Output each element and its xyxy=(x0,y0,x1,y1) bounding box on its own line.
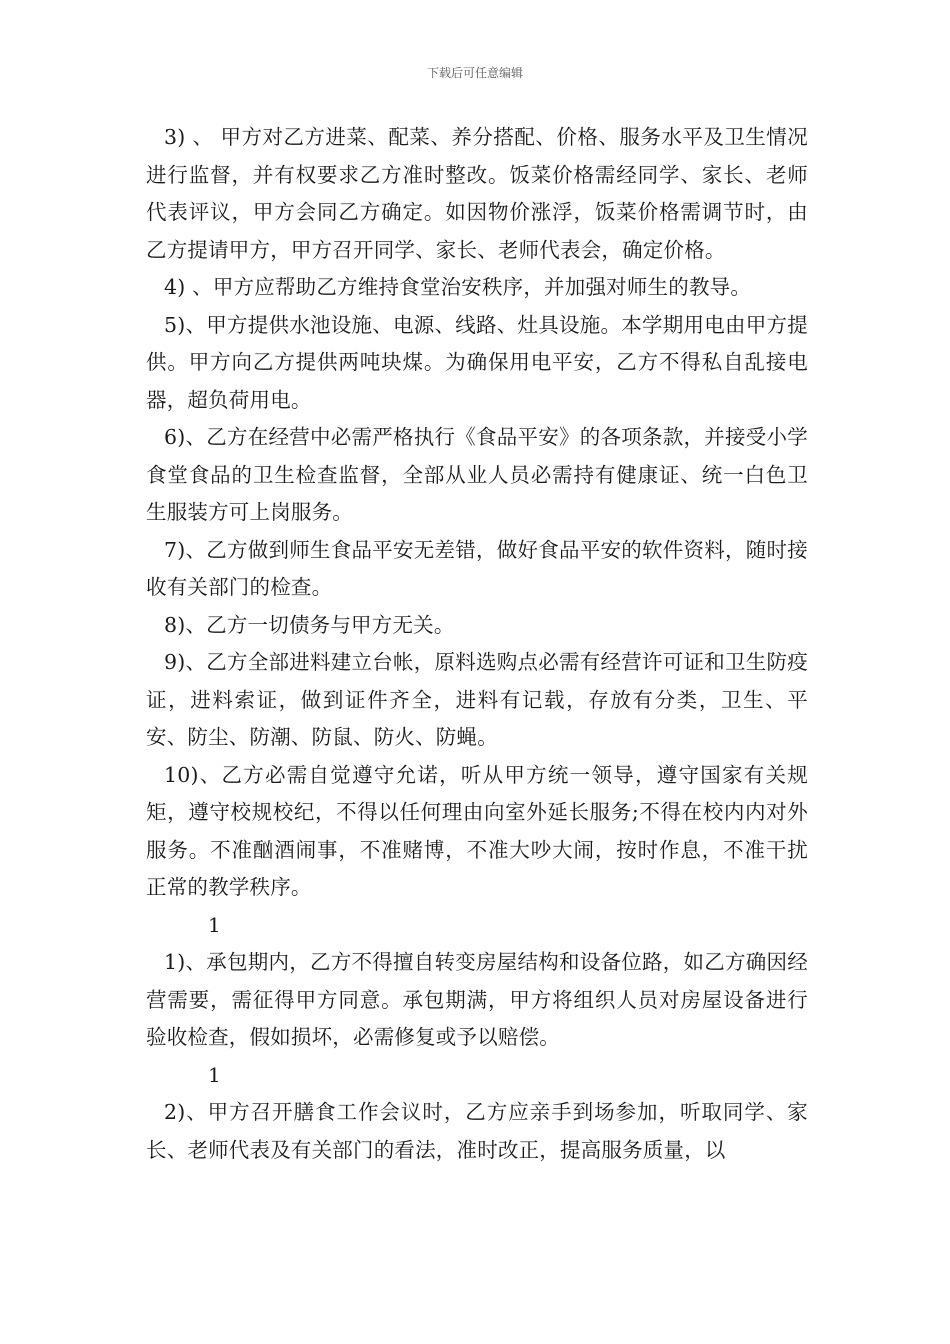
clause-b1: 1)、承包期内，乙方不得擅自转变房屋结构和设备位路，如乙方确因经营需要，需征得甲方同意。承包期满，甲方将组织人员对房屋设备进行验收检查，假如损坏，必需修复或予以赔偿。 xyxy=(146,950,808,1049)
document-body xyxy=(146,119,808,1169)
clause-5: 5)、甲方提供水池设施、电源、线路、灶具设施。本学期用电由甲方提供。甲方向乙方提供两吨块煤。为确保用电平安，乙方不得私自乱接电器，超负荷用电。 xyxy=(146,312,808,412)
clause-c2: 2)、甲方召开膳食工作会议时，乙方应亲手到场参加，听取同学、家长、老师代表及有关部门的看法，准时改正，提高服务质量，以 xyxy=(146,1100,808,1162)
clause-8: 8)、乙方一切债务与甲方无关。 xyxy=(164,612,455,637)
clause-7: 7)、乙方做到师生食品平安无差错，做好食品平安的软件资料，随时接收有关部门的检查。 xyxy=(146,537,808,599)
section-marker-2: 1 xyxy=(208,1062,221,1087)
section-marker-1: 1 xyxy=(208,912,221,937)
clause-10: 10)、乙方必需自觉遵守允诺，听从甲方统一领导，遵守国家有关规矩，遵守校规校纪，不得以任何理由向室外延长服务;不得在校内内对外服务。不准酗酒闹事，不准赌博，不准大吵大闹，按时作息，不准干扰正常的教学秩序。 xyxy=(146,762,808,899)
clause-4: 4) 、甲方应帮助乙方维持食堂治安秩序，并加强对师生的教导。 xyxy=(164,275,752,299)
clause-9: 9)、乙方全部进料建立台帐，原料选购点必需有经营许可证和卫生防疫证，进料索证，做到证件齐全，进料有记载，存放有分类，卫生、平安、防尘、防潮、防鼠、防火、防蝇。 xyxy=(146,650,808,749)
clause-3: 3) 、 甲方对乙方进菜、配菜、养分搭配、价格、服务水平及卫生情况进行监督，并有权要求乙方准时整改。饭菜价格需经同学、家长、老师代表评议，甲方会同乙方确定。如因物价涨浮，饭菜价格需调节时，由乙方提请甲方，甲方召开同学、家长、老师代表会，确定价格。 xyxy=(146,125,808,262)
clause-6: 6)、乙方在经营中必需严格执行《食品平安》的各项条款，并接受小学食堂食品的卫生检查监督，全部从业人员必需持有健康证、统一白色卫生服装方可上岗服务。 xyxy=(146,425,808,524)
page-header: 下载后可任意编辑 xyxy=(426,66,523,80)
